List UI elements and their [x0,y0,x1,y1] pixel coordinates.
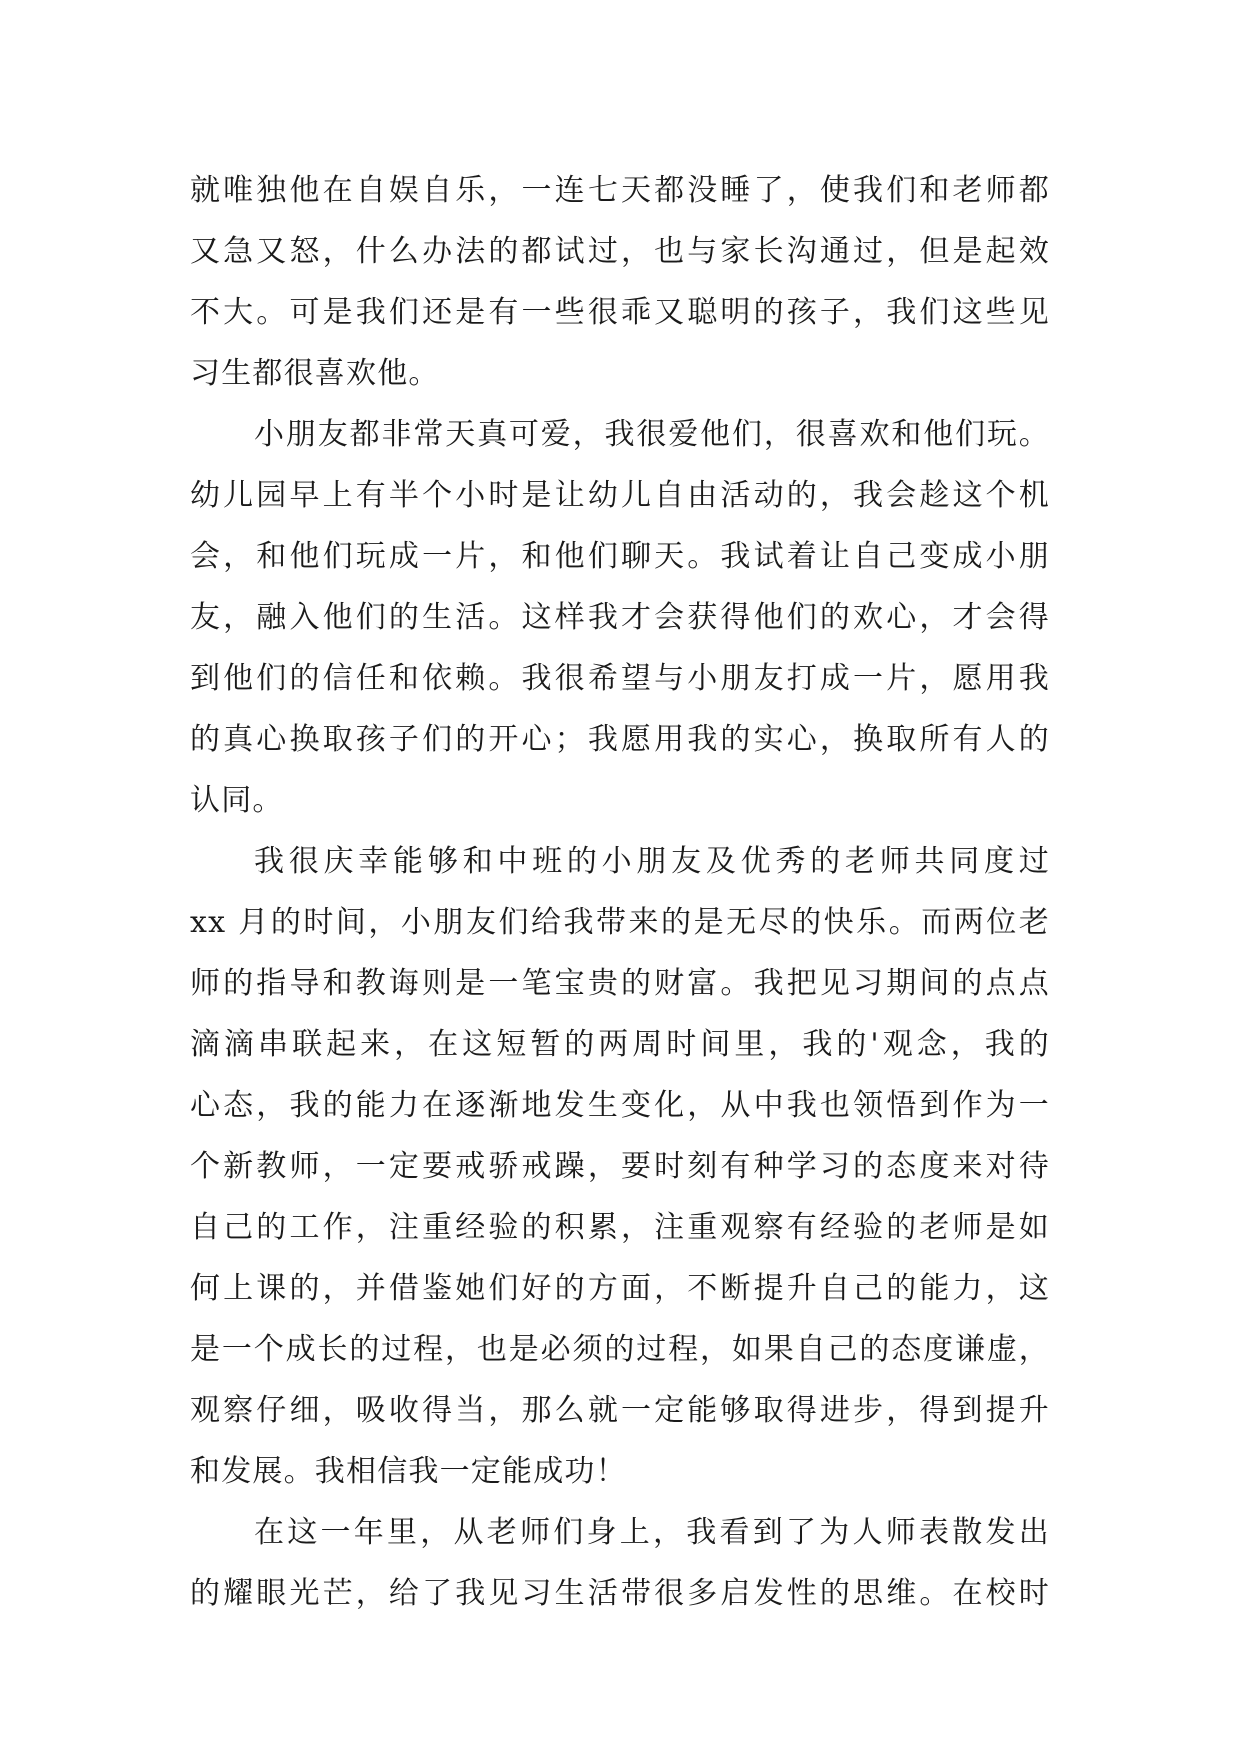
text-line: 会，和他们玩成一片，和他们聊天。我试着让自己变成小朋 [190,539,1050,574]
text-line: 何上课的，并借鉴她们好的方面，不断提升自己的能力，这 [190,1271,1050,1306]
paragraph [190,160,1050,404]
document-body [190,160,1050,1624]
text-line: 观察仔细，吸收得当，那么就一定能够取得进步，得到提升 [190,1393,1050,1428]
text-line: 就唯独他在自娱自乐，一连七天都没睡了，使我们和老师都 [190,173,1050,208]
text-line: 自己的工作，注重经验的积累，注重观察有经验的老师是如 [190,1210,1050,1245]
text-line: 个新教师，一定要戒骄戒躁，要时刻有种学习的态度来对待 [190,1149,1050,1184]
text-line: 友，融入他们的生活。这样我才会获得他们的欢心，才会得 [190,600,1050,635]
text-line: 是一个成长的过程，也是必须的过程，如果自己的态度谦虚， [190,1332,1050,1367]
text-line: 习生都很喜欢他。 [190,356,440,391]
text-line: 又急又怒，什么办法的都试过，也与家长沟通过，但是起效 [190,234,1050,269]
text-line: 的真心换取孩子们的开心；我愿用我的实心，换取所有人的 [190,722,1050,757]
text-line: 认同。 [190,783,284,818]
text-line: xx 月的时间，小朋友们给我带来的是无尽的快乐。而两位老 [190,905,1050,940]
text-line: 在这一年里，从老师们身上，我看到了为人师表散发出 [254,1515,1050,1550]
text-line: 不大。可是我们还是有一些很乖又聪明的孩子，我们这些见 [190,295,1050,330]
paragraph [190,1502,1050,1624]
text-line: 滴滴串联起来，在这短暂的两周时间里，我的'观念，我的 [190,1027,1050,1062]
text-line: 幼儿园早上有半个小时是让幼儿自由活动的，我会趁这个机 [190,478,1050,513]
text-line: 小朋友都非常天真可爱，我很爱他们，很喜欢和他们玩。 [254,417,1050,452]
paragraph [190,404,1050,831]
text-line: 和发展。我相信我一定能成功！ [190,1454,627,1489]
text-line: 的耀眼光芒，给了我见习生活带很多启发性的思维。在校时 [190,1576,1050,1611]
text-line: 到他们的信任和依赖。我很希望与小朋友打成一片，愿用我 [190,661,1050,696]
text-line: 我很庆幸能够和中班的小朋友及优秀的老师共同度过 [254,844,1050,879]
paragraph [190,831,1050,1502]
text-line: 师的指导和教诲则是一笔宝贵的财富。我把见习期间的点点 [190,966,1050,1001]
text-line: 心态，我的能力在逐渐地发生变化，从中我也领悟到作为一 [190,1088,1050,1123]
